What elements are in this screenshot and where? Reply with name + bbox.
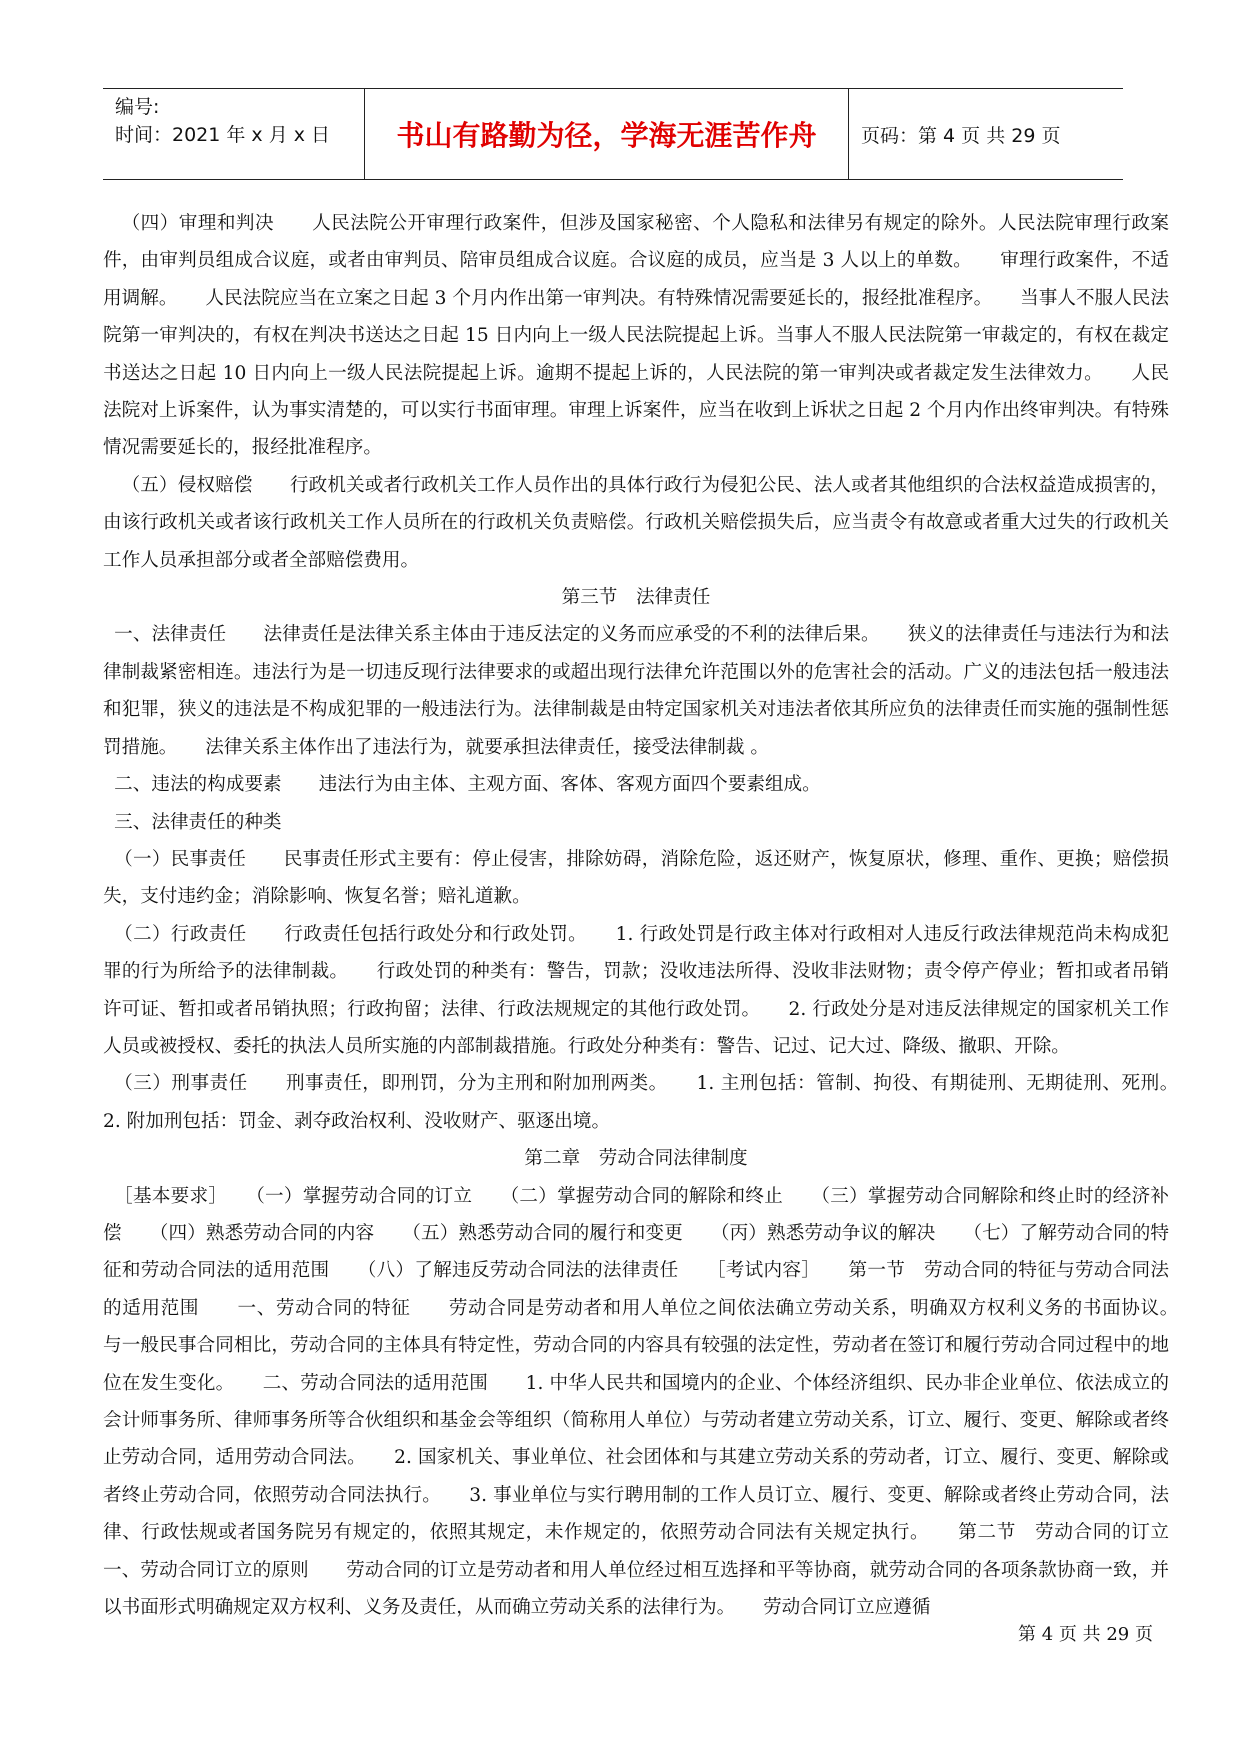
page-header <box>103 88 1123 180</box>
header-page-cell <box>849 89 1123 179</box>
document-body <box>103 205 1207 1626</box>
header-left-cell <box>103 89 365 179</box>
paragraph-tort-compensation: （五）侵权赔偿 行政机关或者行政机关工作人员作出的具体行政行为侵犯公民、法人或者其他组织的合法权益造成损害的，由该行政机关或者该行政机关工作人员所在的行政机关负责赔偿。行政机关赔偿损失后，应当责令有故意或者重大过失的行政机关工作人员承担部分或者全部赔偿费用。 <box>103 474 1169 571</box>
paragraph-civil-liability: （一）民事责任 民事责任形式主要有：停止侵害，排除妨碍，消除危险，返还财产，恢复原状，修理、重作、更换；赔偿损失，支付违约金；消除影响、恢复名誉；赔礼道歉。 <box>103 848 1169 908</box>
paragraph-administrative-liability: （二）行政责任 行政责任包括行政处分和行政处罚。 1. 行政处罚是行政主体对行政相对人违反行政法律规范尚未构成犯罪的行为所给予的法律制裁。 行政处罚的种类有：警告，罚款；没收违法所得、没收非法财物；责令停产停业；暂扣或者吊销许可证、暂扣或者吊销执照；行政拘留；法律、行政法规规定的其他行政处罚。 2. 行政处分是对违反法律规定的国家机关工作人员或被授权、委托的执法人员所实施的内部制裁措施。行政处分种类有：警告、记过、记大过、降级、撤职、开除。 <box>103 923 1169 1057</box>
header-page-number: 页码：第 4 页 共 29 页 <box>861 124 1061 147</box>
paragraph-liability-types-heading: 三、法律责任的种类 <box>114 811 282 833</box>
paragraph-legal-liability: 一、法律责任 法律责任是法律关系主体由于违反法定的义务而应承受的不利的法律后果。 狭义的法律责任与违法行为和法律制裁紧密相连。违法行为是一切违反现行法律要求的或超出现行法律允许范围以外的危害社会的活动。广义的违法包括一般违法和犯罪，狭义的违法是不构成犯罪的一般违法行为。法律制裁是由特定国家机关对违法者依其所应负的法律责任而实施的强制性惩罚措施。 法律关系主体作出了违法行为，就要承担法律责任，接受法律制裁 。 <box>103 624 1169 758</box>
header-motto-cell <box>365 89 849 179</box>
paragraph-trial-judgment: （四）审理和判决 人民法院公开审理行政案件，但涉及国家秘密、个人隐私和法律另有规定的除外。人民法院审理行政案件，由审判员组成合议庭，或者由审判员、陪审员组成合议庭。合议庭的成员，应当是 3 人以上的单数。 审理行政案件，不适用调解。 人民法院应当在立案之日起 3 个月内作出第一审判决。有特殊情况需要延长的，报经批准程序。 当事人不服人民法院第一审判决的，有权在判决书送达之日起 15 日内向上一级人民法院提起上诉。当事人不服人民法院第一审裁定的，有权在裁定书送达之日起 10 日内向上一级人民法院提起上诉。逾期不提起上诉的，人民法院的第一审判决或者裁定发生法律效力。 人民法院对上诉案件，认为事实清楚的，可以实行书面审理。审理上诉案件，应当在收到上诉状之日起 2 个月内作出终审判决。有特殊情况需要延长的，报经批准程序。 <box>103 213 1169 459</box>
paragraph-labor-contract-requirements: ［基本要求］ （一）掌握劳动合同的订立 （二）掌握劳动合同的解除和终止 （三）掌握劳动合同解除和终止时的经济补偿 （四）熟悉劳动合同的内容 （五）熟悉劳动合同的履行和变更 （丙）熟悉劳动争议的解决 （七）了解劳动合同的特征和劳动合同法的适用范围 （八）了解违反劳动合同法的法律责任 ［考试内容］ 第一节 劳动合同的特征与劳动合同法的适用范围 一、劳动合同的特征 劳动合同是劳动者和用人单位之间依法确立劳动关系，明确双方权利义务的书面协议。 与一般民事合同相比，劳动合同的主体具有特定性，劳动合同的内容具有较强的法定性，劳动者在签订和履行劳动合同过程中的地位在发生变化。 二、劳动合同法的适用范围 1. 中华人民共和国境内的企业、个体经济组织、民办非企业单位、依法成立的会计师事务所、律师事务所等合伙组织和基金会等组织（简称用人单位）与劳动者建立劳动关系，订立、履行、变更、解除或者终止劳动合同，适用劳动合同法。 2. 国家机关、事业单位、社会团体和与其建立劳动关系的劳动者，订立、履行、变更、解除或者终止劳动合同，依照劳动合同法执行。 3. 事业单位与实行聘用制的工作人员订立、履行、变更、解除或者终止劳动合同，法律、行政怯规或者国务院另有规定的，依照其规定，未作规定的，依照劳动合同法有关规定执行。 第二节 劳动合同的订立 一、劳动合同订立的原则 劳动合同的订立是劳动者和用人单位经过相互选择和平等协商，就劳动合同的各项条款协商一致，并以书面形式明确规定双方权利、义务及责任，从而确立劳动关系的法律行为。 劳动合同订立应遵循 <box>103 1185 1207 1619</box>
chapter-heading-labor-contract: 第二章 劳动合同法律制度 <box>524 1148 748 1170</box>
page-footer: 第 4 页 共 29 页 <box>1018 1624 1153 1645</box>
paragraph-criminal-liability: （三）刑事责任 刑事责任，即刑罚，分为主刑和附加刑两类。 1. 主刑包括：管制、拘役、有期徒刑、无期徒刑、死刑。 2. 附加刑包括：罚金、剥夺政治权利、没收财产、驱逐出境。 <box>103 1073 1207 1132</box>
document-time-label: 时间：2021 年 x 月 x 日 <box>115 124 331 146</box>
paragraph-violation-elements: 二、违法的构成要素 违法行为由主体、主观方面、客体、客观方面四个要素组成。 <box>114 774 821 796</box>
header-motto: 书山有路勤为径，学海无涯苦作舟 <box>396 119 817 152</box>
section-heading-legal-liability: 第三节 法律责任 <box>561 587 711 609</box>
document-number-label: 编号: <box>115 96 160 118</box>
